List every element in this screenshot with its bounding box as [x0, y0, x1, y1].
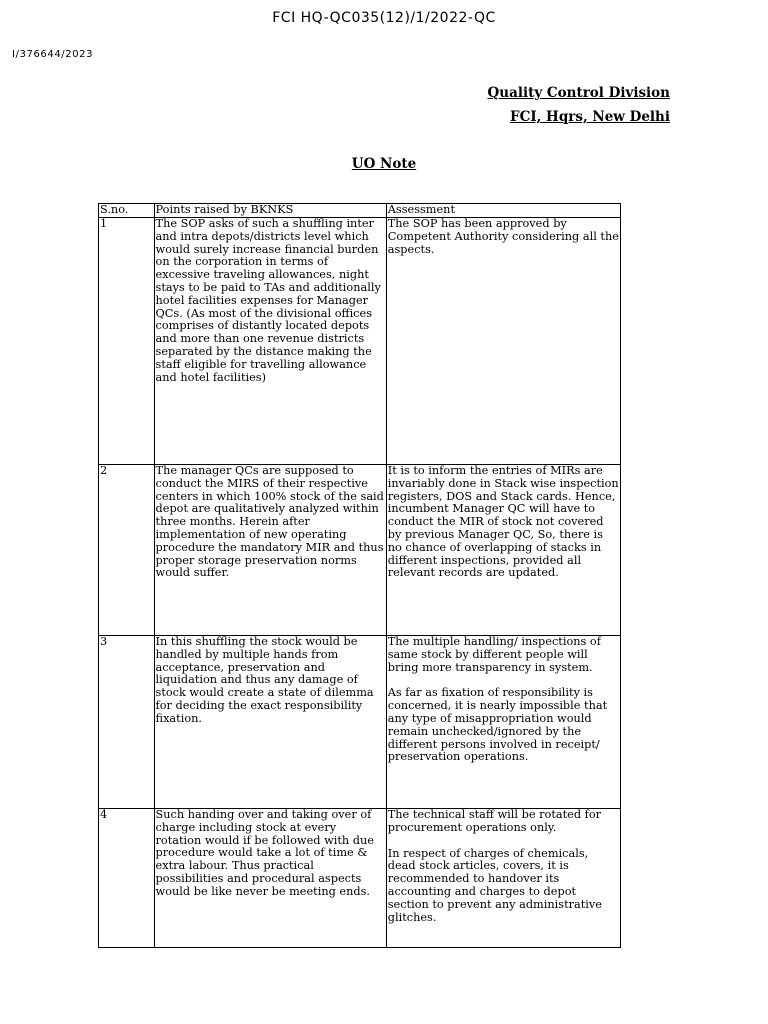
table-row	[99, 218, 621, 465]
row-sno: 2	[99, 465, 155, 636]
row-assessment	[386, 218, 620, 465]
column-header-assessment: Assessment	[386, 204, 620, 218]
row-sno: 1	[99, 218, 155, 465]
division-heading: Quality Control Division	[487, 85, 670, 101]
table-header-row	[99, 204, 621, 218]
row-point: The manager QCs are supposed to conduct the MIRS of their respective centers in which 100% stock of the said depot are qualitatively analyzed within three months. Herein after implementation of new operating procedure the mandatory MIR and thus proper storage preservation norms would suffer.	[154, 465, 386, 636]
table-row	[99, 465, 621, 636]
row-sno: 4	[99, 809, 155, 948]
row-assessment	[386, 636, 620, 809]
column-header-sno: S.no.	[99, 204, 155, 218]
table-row	[99, 809, 621, 948]
assessment-paragraph: As far as fixation of responsibility is concerned, it is nearly impossible that any type of misappropriation would remain unchecked/ignored by the different persons involved in receipt/ preservation operations.	[387, 686, 608, 764]
row-assessment	[386, 809, 620, 948]
file-number: FCI HQ-QC035(12)/1/2022-QC	[272, 10, 496, 26]
row-point: In this shuffling the stock would be handled by multiple hands from acceptance, preservation and liquidation and thus any damage of stock would create a state of dilemma for deciding the exact responsibility fixation.	[154, 636, 386, 809]
office-heading: FCI, Hqrs, New Delhi	[510, 109, 670, 125]
assessment-paragraph: It is to inform the entries of MIRs are invariably done in Stack wise inspection registers, DOS and Stack cards. Hence, incumbent Manager QC will have to conduct the MIR of stock not covered by previous Manager QC, So, there is no chance of overlapping of stacks in different inspections, provided all relevant records are updated.	[387, 464, 619, 580]
reference-number: I/376644/2023	[12, 49, 94, 60]
table-row	[99, 636, 621, 809]
points-table	[98, 203, 621, 948]
assessment-paragraph: In respect of charges of chemicals, dead stock articles, covers, it is recommended to handover its accounting and charges to depot section to prevent any administrative glitches.	[387, 846, 602, 924]
row-assessment	[386, 465, 620, 636]
assessment-paragraph: The multiple handling/ inspections of same stock by different people will bring more transparency in system.	[387, 635, 601, 674]
column-header-points: Points raised by BKNKS	[154, 204, 386, 218]
row-point: The SOP asks of such a shuffling inter and intra depots/districts level which would surely increase financial burden on the corporation in terms of excessive traveling allowances, night stays to be paid to TAs and additionally hotel facilities expenses for Manager QCs. (As most of the divisional offices comprises of distantly located depots and more than one revenue districts separated by the distance making the staff eligible for travelling allowance and hotel facilities)	[154, 218, 386, 465]
assessment-paragraph: The technical staff will be rotated for procurement operations only.	[387, 808, 602, 834]
row-sno: 3	[99, 636, 155, 809]
assessment-paragraph: The SOP has been approved by Competent Authority considering all the aspects.	[387, 217, 619, 256]
row-point: Such handing over and taking over of charge including stock at every rotation would if be followed with due procedure would take a lot of time & extra labour. Thus practical possibilities and procedural aspects would be like never be meeting ends.	[154, 809, 386, 948]
note-title: UO Note	[351, 156, 417, 172]
